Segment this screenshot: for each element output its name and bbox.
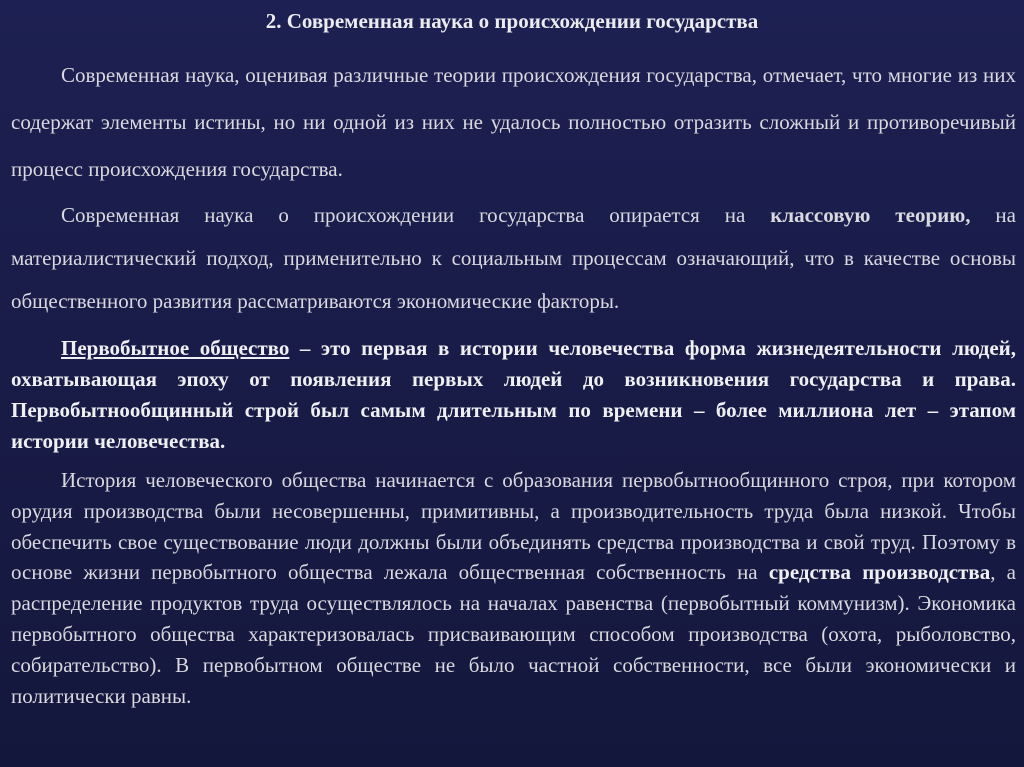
paragraph-class-theory (11, 194, 1016, 323)
paragraph-text: на материалистический подход, применительно к социальным процессам означающий, что в качестве основы общественного развития рассматриваются экономические факторы. (11, 203, 1016, 313)
paragraph-primitive-society (11, 333, 1016, 457)
paragraph-theories: Современная наука, оценивая различные теории происхождения государства, отмечает, что многие из них содержат элементы истины, но ни одной из них не удалось полностью отразить сложный и противоречивый процесс происхождения государства. (11, 63, 1016, 181)
means-of-production-term: средства производства (768, 560, 991, 585)
slide-title: 2. Современная наука о происхождении государства (265, 9, 759, 33)
class-theory-term: классовую теорию, (770, 203, 971, 227)
paragraph-text: – это первая в истории человечества форма жизнедеятельности людей, охватывающая эпоху от появления первых людей до возникновения государства и права. Первобытнообщинный строй был самым длительным по времени – более миллиона лет – этапом истории человечества. (11, 336, 1016, 453)
paragraph-text: Современная наука о происхождении государства опирается на (61, 203, 771, 227)
paragraph-text: История человеческого общества начинается с образования первобытнообщинного строя, при котором орудия производства были несовершенны, примитивны, а производительность труда была низкой. Чтобы обеспечить свое существование люди должны были объединять средства производства и свой труд. Поэтому в основе жизни первобытного общества лежала общественная собственность на (11, 468, 1016, 585)
paragraph-history (11, 465, 1016, 711)
paragraph-text: , а распределение продуктов труда осуществлялось на началах равенства (первобытный коммунизм). Экономика первобытного общества характеризовалась присваивающим способом производства (охота, рыболовство, собирательство). В первобытном обществе не было частной собственности, все были экономически и политически равны. (11, 560, 1017, 708)
primitive-society-term: Первобытное общество (61, 336, 290, 360)
